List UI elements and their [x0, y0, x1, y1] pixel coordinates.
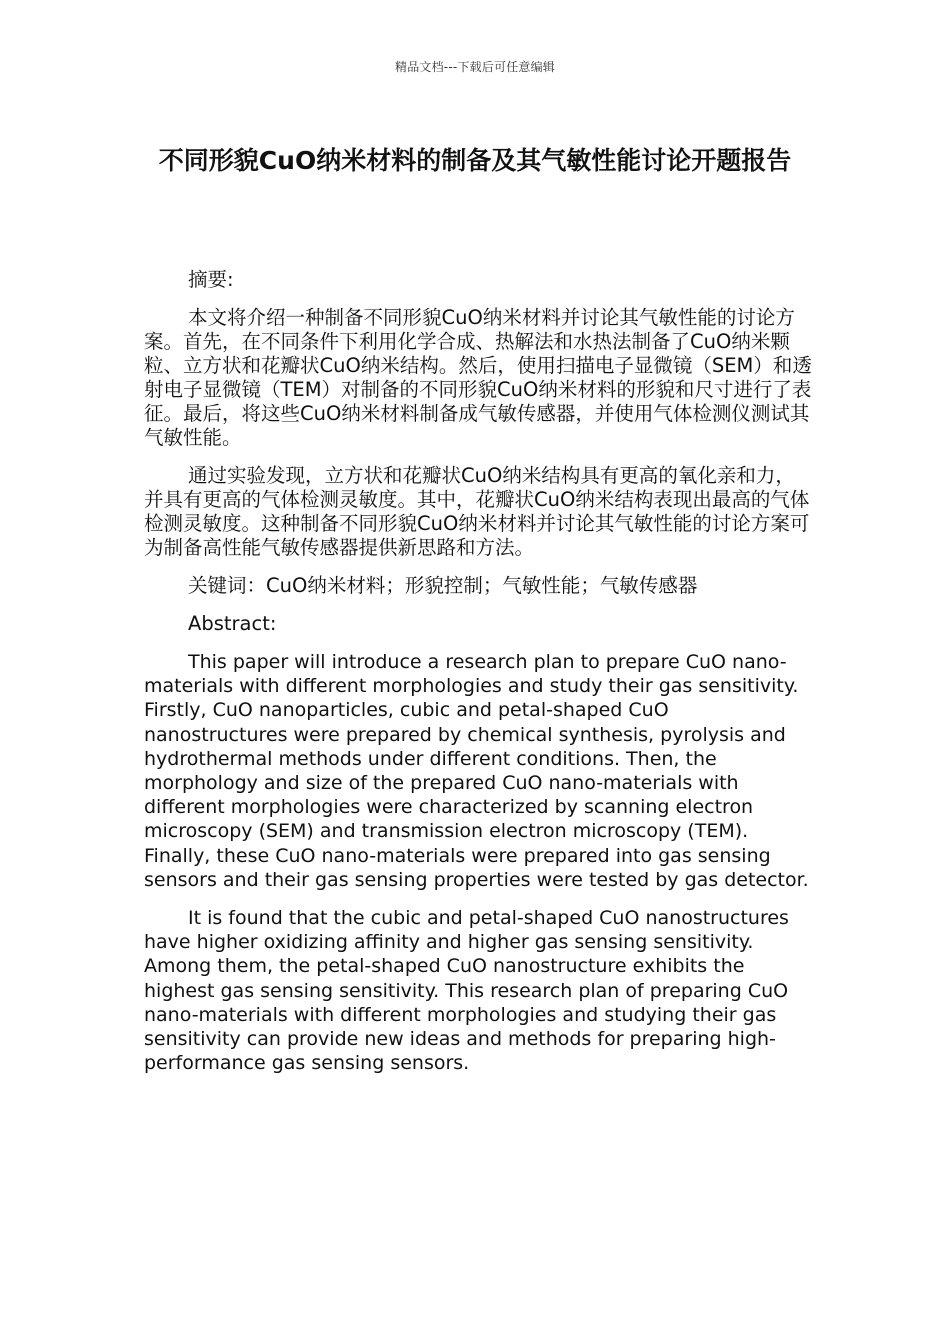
abstract-en-paragraph: This paper will introduce a research plan to prepare CuO nano-materials with different morphologies and study their gas sensitivity. Firstly, CuO nanoparticles, cubic and petal-shaped CuO nanostructures were prepared by chemical synthesis, pyrolysis and hydrothermal methods under different conditions. Then, the morphology and size of the prepared CuO nano-materials with different morphologies were characterized by scanning electron microscopy (SEM) and transmission electron microscopy (TEM). Finally, these CuO nano-materials were prepared into gas sensing sensors and their gas sensing properties were tested by gas detector. — [144, 651, 809, 891]
abstract-cn-paragraph: 本文将介绍一种制备不同形貌CuO纳米材料并讨论其气敏性能的讨论方案。首先，在不同条件下利用化学合成、热解法和水热法制备了CuO纳米颗粒、立方状和花瓣状CuO纳米结构。然后，使用扫描电子显微镜（SEM）和透射电子显微镜（TEM）对制备的不同形貌CuO纳米材料的形貌和尺寸进行了表征。最后，将这些CuO纳米材料制备成气敏传感器，并使用气体检测仪测试其气敏性能。 — [144, 306, 812, 449]
abstract-en-paragraph: It is found that the cubic and petal-shaped CuO nanostructures have higher oxidizing affinity and higher gas sensing sensitivity. Among them, the petal-shaped CuO nanostructure exhibits the highest gas sensing sensitivity. This research plan of preparing CuO nano-materials with different morphologies and studying their gas sensitivity can provide new ideas and methods for preparing high-performance gas sensing sensors. — [144, 907, 789, 1075]
abstract-en-label: Abstract: — [188, 612, 277, 635]
abstract-cn-label: 摘要: — [188, 268, 234, 291]
document-body — [144, 268, 812, 1089]
document-title: 不同形貌CuO纳米材料的制备及其气敏性能讨论开题报告 — [158, 146, 792, 175]
keywords-line: 关键词：CuO纳米材料；形貌控制；气敏性能；气敏传感器 — [188, 574, 698, 597]
page-header: 精品文档---下载后可任意编辑 — [395, 60, 555, 74]
abstract-cn-paragraph: 通过实验发现，立方状和花瓣状CuO纳米结构具有更高的氧化亲和力，并具有更高的气体检测灵敏度。其中，花瓣状CuO纳米结构表现出最高的气体检测灵敏度。这种制备不同形貌CuO纳米材料并讨论其气敏性能的讨论方案可为制备高性能气敏传感器提供新思路和方法。 — [144, 464, 810, 559]
